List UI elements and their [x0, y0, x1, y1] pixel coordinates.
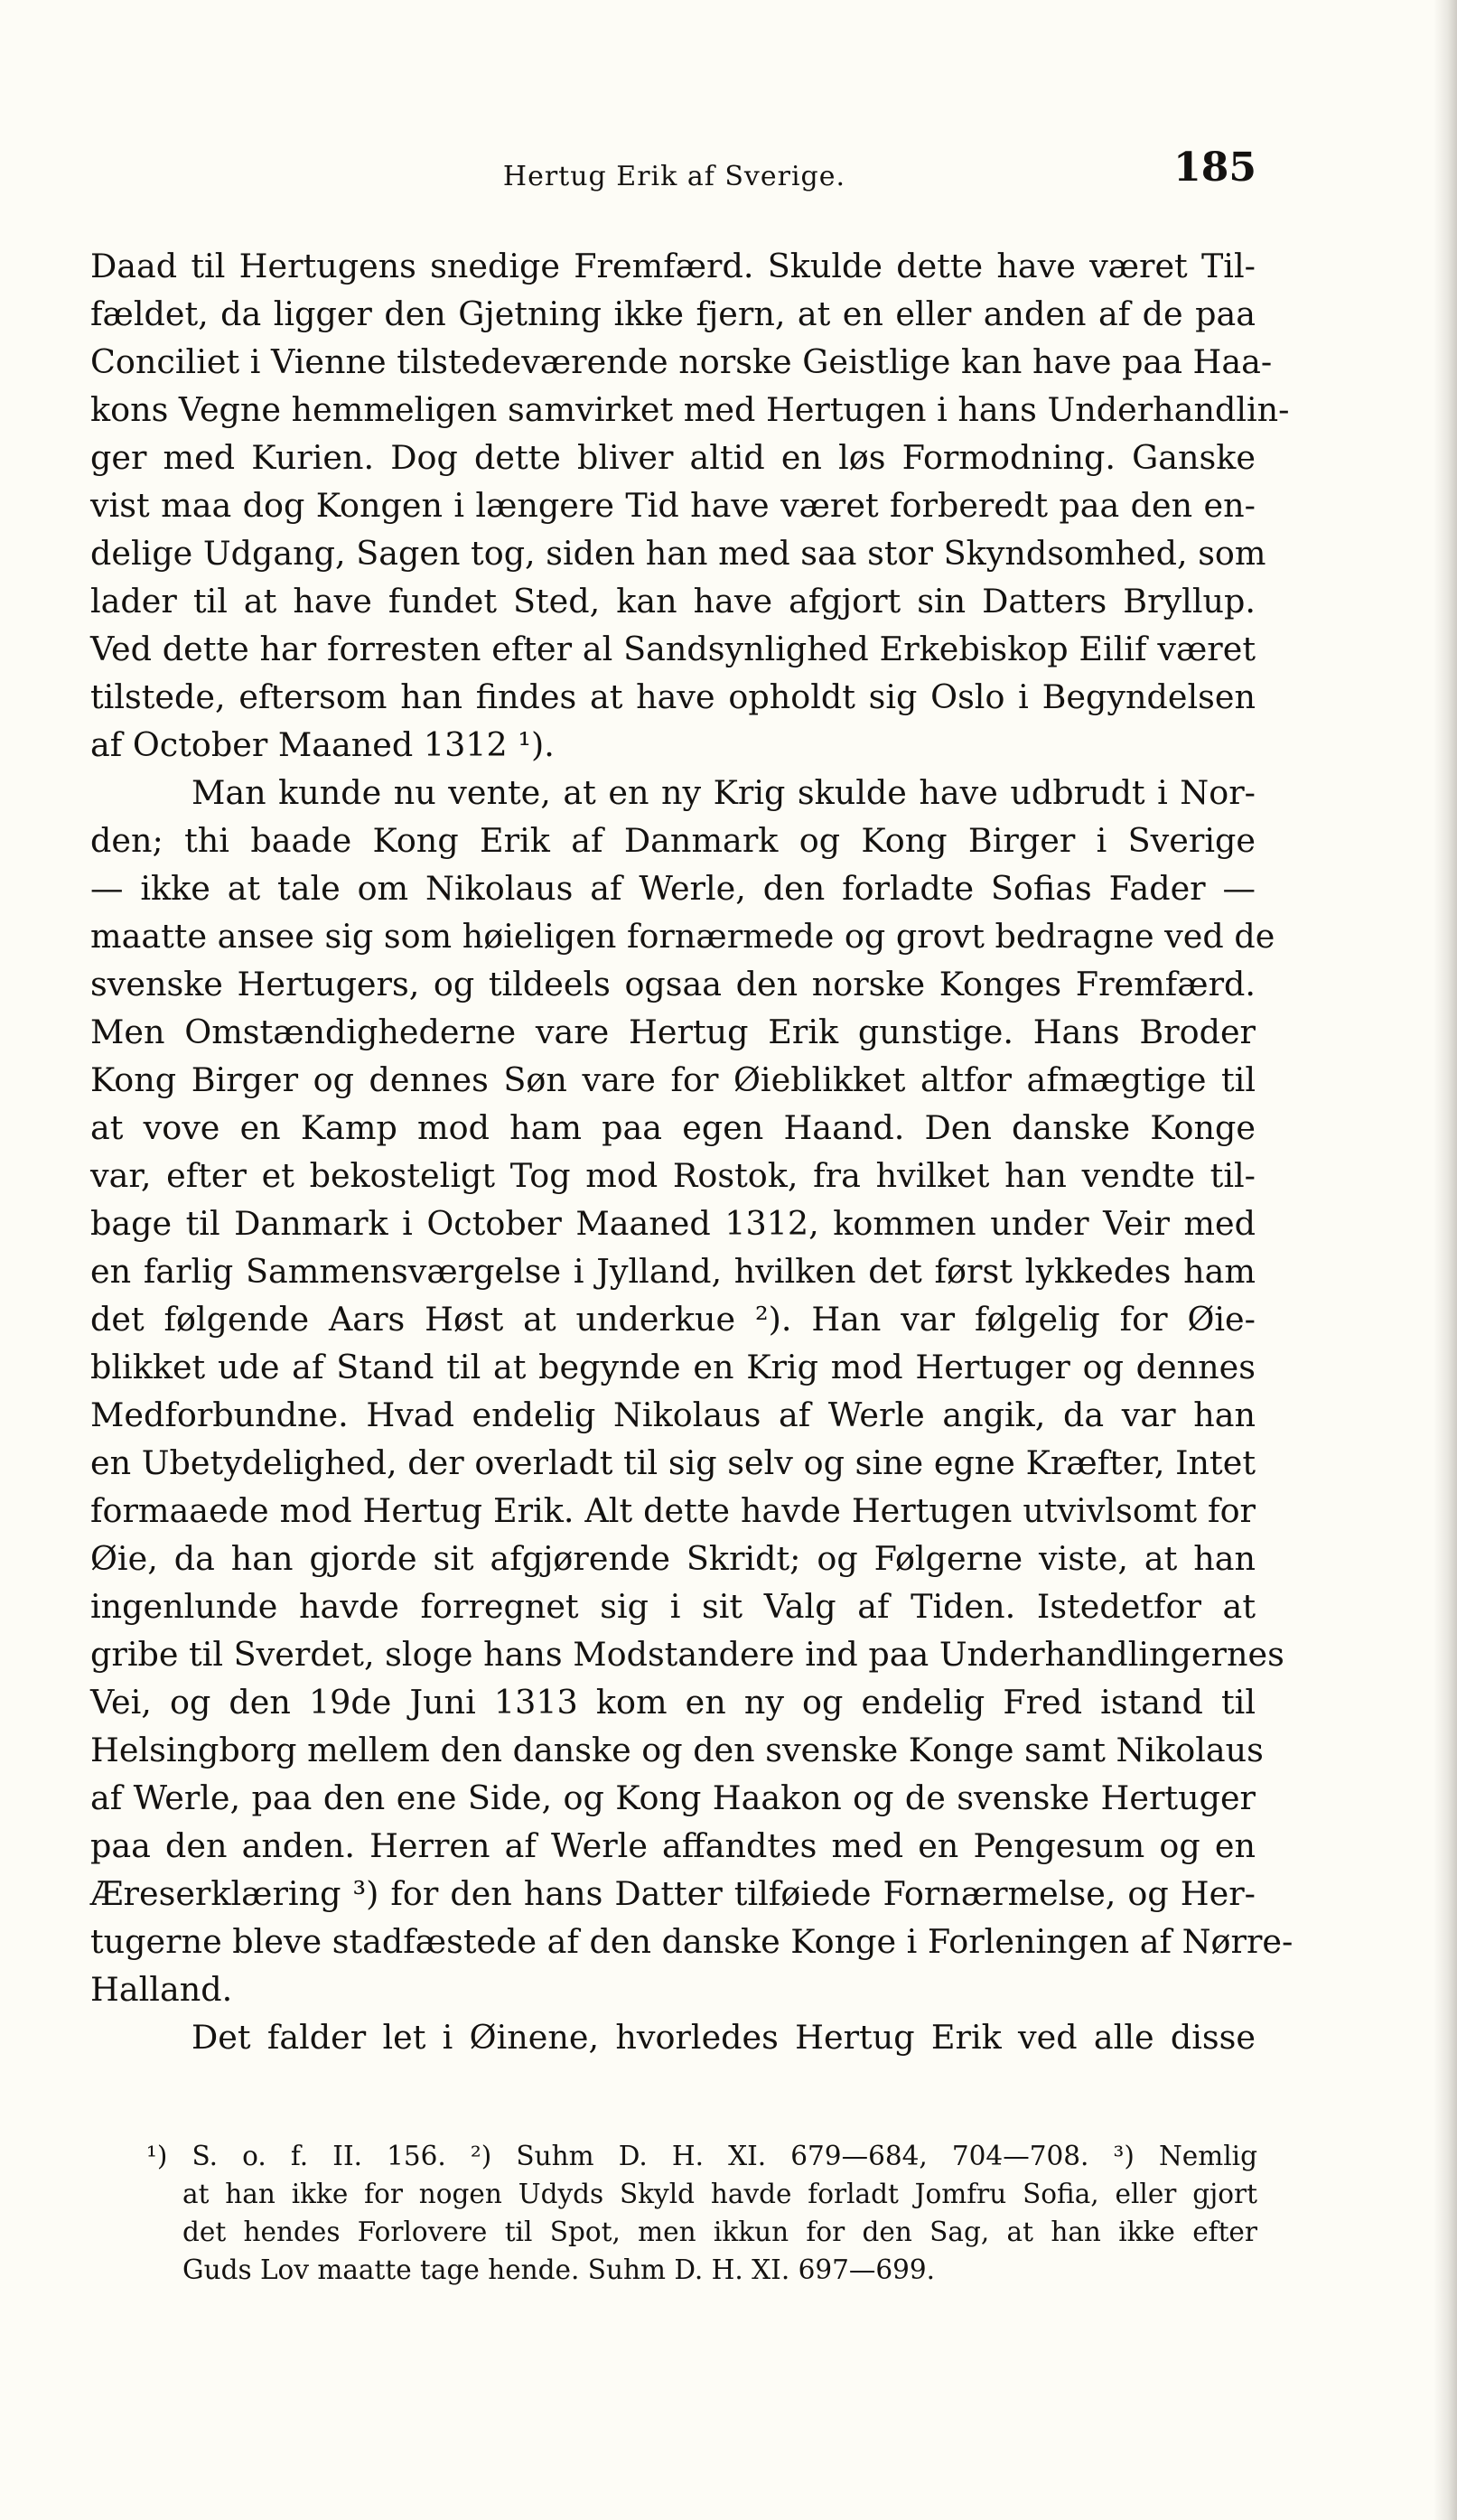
text-line: Halland. — [90, 1970, 233, 2009]
page-edge-shadow — [1434, 0, 1457, 2520]
text-line: tugerne bleve stadfæstede af den danske Konge i Forleningen af Nørre- — [90, 1922, 1294, 1961]
text-line: det følgende Aars Høst at underkue ²). Han var følgelig for Øie- — [90, 1300, 1256, 1339]
text-line: paa den anden. Herren af Werle affandtes med en Pengesum og en — [90, 1826, 1256, 1865]
text-line: Conciliet i Vienne tilstedeværende norske Geistlige kan have paa Haa- — [90, 342, 1273, 381]
text-line: lader til at have fundet Sted, kan have afgjort sin Datters Bryllup. — [90, 582, 1256, 621]
text-line: svenske Hertugers, og tildeels ogsaa den norske Konges Fremfærd. — [90, 965, 1256, 1003]
text-line: Men Omstændighederne vare Hertug Erik gunstige. Hans Broder — [90, 1013, 1256, 1051]
footnote-line: at han ikke for nogen Udyds Skyld havde forladt Jomfru Sofia, eller gjort — [182, 2179, 1257, 2209]
text-line: formaaede mod Hertug Erik. Alt dette havde Hertugen utvivlsomt for — [90, 1491, 1256, 1530]
text-line: Vei, og den 19de Juni 1313 kom en ny og endelig Fred istand til — [90, 1683, 1256, 1722]
page-number: 185 — [1173, 145, 1256, 191]
text-line: blikket ude af Stand til at begynde en Krig mod Hertuger og dennes — [90, 1348, 1256, 1386]
text-line: delige Udgang, Sagen tog, siden han med saa stor Skyndsomhed, som — [90, 534, 1266, 573]
text-line: en farlig Sammensværgelse i Jylland, hvilken det først lykkedes ham — [90, 1252, 1256, 1291]
footnote-line: ¹) S. o. f. II. 156. ²) Suhm D. H. XI. 679—684, 704—708. ³) Nemlig — [146, 2141, 1257, 2171]
text-line: maatte ansee sig som høieligen fornærmede og grovt bedragne ved de — [90, 917, 1275, 956]
text-line: af October Maaned 1312 ¹). — [90, 725, 555, 764]
text-line: vist maa dog Kongen i længere Tid have været forberedt paa den en- — [90, 486, 1256, 525]
footnotes — [146, 2137, 1257, 2289]
text-line: Æreserklæring ³) for den hans Datter tilføiede Fornærmelse, og Her- — [90, 1874, 1256, 1913]
text-line: kons Vegne hemmeligen samvirket med Hertugen i hans Underhandlin- — [90, 390, 1290, 429]
main-text — [90, 242, 1294, 2061]
text-line: var, efter et bekosteligt Tog mod Rostok, fra hvilket han vendte til- — [90, 1156, 1256, 1195]
footnote-line: det hendes Forlovere til Spot, men ikkun for den Sag, at han ikke efter — [182, 2217, 1257, 2247]
text-line: af Werle, paa den ene Side, og Kong Haakon og de svenske Hertuger — [90, 1778, 1256, 1817]
text-line: ingenlunde havde forregnet sig i sit Valg af Tiden. Istedetfor at — [90, 1587, 1256, 1626]
text-line: bage til Danmark i October Maaned 1312, kommen under Veir med — [90, 1204, 1256, 1243]
text-line: Medforbundne. Hvad endelig Nikolaus af Werle angik, da var han — [90, 1395, 1256, 1434]
text-line: Øie, da han gjorde sit afgjørende Skridt; og Følgerne viste, at han — [90, 1539, 1256, 1578]
text-line: gribe til Sverdet, sloge hans Modstandere ind paa Underhandlingernes — [90, 1635, 1284, 1674]
running-head: Hertug Erik af Sverige. — [502, 161, 846, 192]
text-line: tilstede, eftersom han findes at have opholdt sig Oslo i Begyndelsen — [90, 677, 1256, 716]
text-line: Helsingborg mellem den danske og den svenske Konge samt Nikolaus — [90, 1731, 1264, 1769]
text-line: Kong Birger og dennes Søn vare for Øieblikket altfor afmægtige til — [90, 1060, 1256, 1099]
text-line: — ikke at tale om Nikolaus af Werle, den forladte Sofias Fader — — [90, 869, 1256, 908]
text-line: Det falder let i Øinene, hvorledes Hertug Erik ved alle disse — [191, 2018, 1256, 2057]
text-line: Man kunde nu vente, at en ny Krig skulde have udbrudt i Nor- — [191, 773, 1256, 812]
text-line: Ved dette har forresten efter al Sandsynlighed Erkebiskop Eilif været — [90, 630, 1256, 668]
text-line: den; thi baade Kong Erik af Danmark og Kong Birger i Sverige — [90, 821, 1256, 860]
text-line: fældet, da ligger den Gjetning ikke fjern, at en eller anden af de paa — [90, 294, 1256, 333]
footnote-line: Guds Lov maatte tage hende. Suhm D. H. XI. 697—699. — [182, 2254, 936, 2285]
text-line: en Ubetydelighed, der overladt til sig selv og sine egne Kræfter, Intet — [90, 1443, 1256, 1482]
text-line: Daad til Hertugens snedige Fremfærd. Skulde dette have været Til- — [90, 247, 1256, 285]
text-line: at vove en Kamp mod ham paa egen Haand. Den danske Konge — [90, 1108, 1256, 1147]
text-line: ger med Kurien. Dog dette bliver altid en løs Formodning. Ganske — [90, 438, 1256, 477]
